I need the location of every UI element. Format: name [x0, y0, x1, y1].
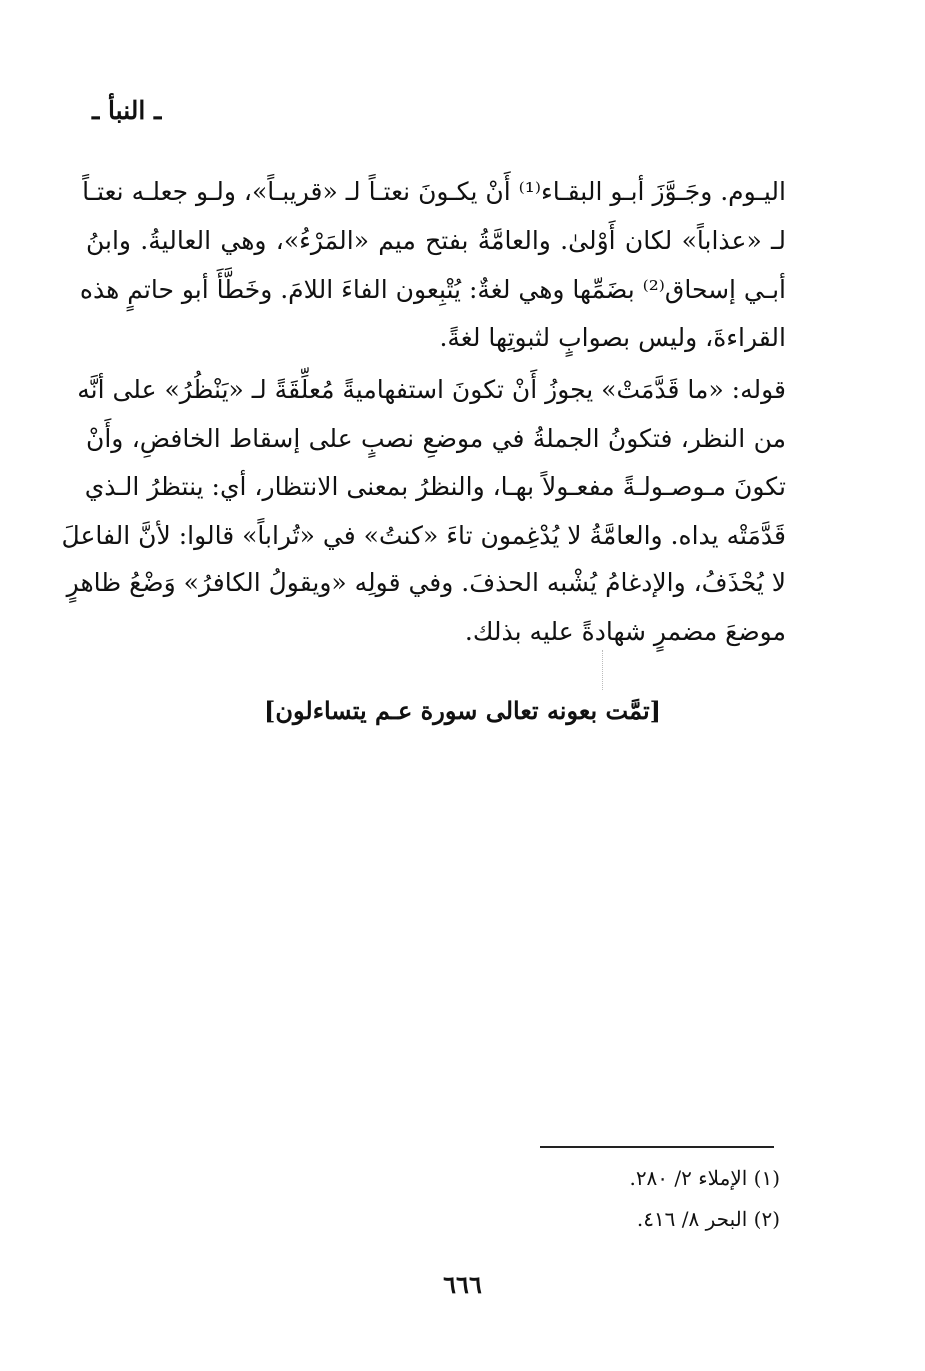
- surah-closing-note: [تمَّت بعونه تعالى سورة عـم يتساءلون]: [264, 696, 661, 725]
- page-number: ٦٦٦: [443, 1270, 482, 1299]
- footnote-item: (٢) البحر ٨/ ٤١٦.: [636, 1207, 780, 1231]
- text-line: لـ «عذاباً» لكان أَوْلىٰ. والعامَّةُ بفتح ميم «المَرْءُ»، وهي العاليةُ. وابنُ: [86, 226, 786, 255]
- text-line: أبـي إسحاق⁽²⁾ بضَمِّها وهي لغةٌ: يُتْبِعون الفاءَ اللامَ. وخَطَّأَ أبو حاتمٍ هذه: [79, 275, 786, 304]
- text-line: موضعَ مضمرٍ شهادةً عليه بذلك.: [464, 617, 786, 646]
- text-line: القراءةَ، وليس بصوابٍ لثبوتِها لغةً.: [439, 323, 786, 352]
- footnote-divider: [540, 1146, 774, 1148]
- running-header-title: ـ النبأ ـ: [92, 96, 162, 125]
- text-line: قوله: «ما قَدَّمَتْ» يجوزُ أَنْ تكونَ استفهاميةً مُعلِّقَةً لـ «يَنْظُرُ» على أنَّه: [77, 375, 786, 404]
- footnote-item: (١) الإملاء ٢/ ٢٨٠.: [629, 1166, 780, 1190]
- text-line: تكونَ مـوصـولـةً مفعـولاً بهـا، والنظرُ بمعنى الانتظار، أي: ينتظرُ الـذي: [84, 472, 786, 501]
- text-line: من النظر، فتكونُ الجملةُ في موضعِ نصبٍ على إسقاط الخافضِ، وأَنْ: [86, 424, 786, 453]
- text-line: اليـوم. وجَـوَّزَ أبـو البقـاء⁽¹⁾ أَنْ يكـونَ نعتـاً لـ «قريبـاً»، ولـو جعلـه نعتـاً: [82, 177, 786, 206]
- scan-artifact-mark: [602, 650, 603, 690]
- text-line: قَدَّمَتْه يداه. والعامَّةُ لا يُدْغِمون تاءَ «كنتُ» في «تُراباً» قالوا: لأنَّ الفاعلَ: [61, 521, 786, 550]
- text-line: لا يُحْذَفُ، والإدغامُ يُشْبه الحذفَ. وفي قولِه «ويقولُ الكافرُ» وَضْعُ ظاهرٍ: [66, 568, 786, 597]
